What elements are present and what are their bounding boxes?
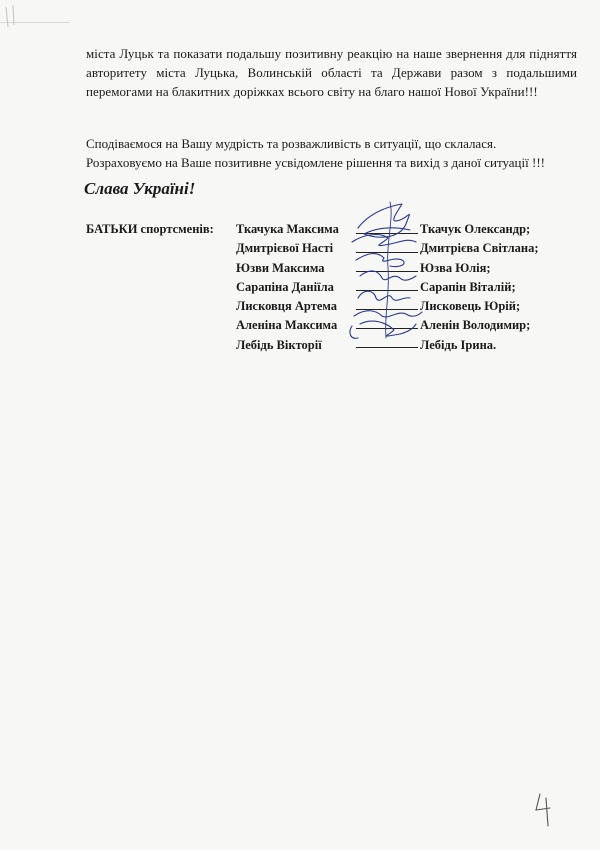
children-column	[236, 220, 339, 355]
parent-name: Дмитрієва Світлана;	[420, 241, 539, 256]
child-name: Лисковця Артема	[236, 299, 338, 314]
child-name: Лебідь Вікторії	[236, 337, 322, 352]
parent-name: Аленін Володимир;	[420, 318, 531, 333]
body-paragraph-2-line-2: Розраховуємо на Ваше позитивне усвідомлене рішення та вихід з даної ситуації !!!	[86, 155, 545, 170]
signature-6	[354, 311, 422, 317]
signatories-lead: БАТЬКИ спортсменів:	[86, 222, 214, 236]
body-paragraph-2-line-1	[86, 134, 577, 153]
child-name: Дмитрієвої Насті	[236, 241, 334, 256]
parent-name: Юзва Юлія;	[420, 260, 491, 275]
scan-artifact-mark	[0, 1, 40, 31]
parent-name: Ткачук Олександр;	[420, 222, 531, 236]
signature-7	[350, 321, 416, 338]
handwritten-page-number	[530, 790, 560, 830]
parent-name: Лебідь Ірина.	[420, 337, 497, 352]
body-paragraph-1: міста Луцьк та показати подальшу позитивну реакцію на наше звернення для підняття авторитету міста Луцька, Волинській області та Держави разом з подальшими перемогами на блакитних доріжках всього світу на благо нашої Нової України!!!	[86, 46, 577, 99]
signature-5	[358, 291, 410, 300]
handwritten-signatures	[330, 198, 440, 358]
signature-3	[356, 254, 404, 267]
child-name: Ткачука Максима	[236, 222, 339, 236]
body-paragraph-2	[86, 134, 577, 172]
child-name: Сарапіна Даніїла	[236, 279, 334, 294]
parent-name: Лисковець Юрій;	[420, 299, 521, 314]
signature-1	[358, 204, 410, 237]
scan-artifact	[0, 22, 70, 41]
child-name: Аленіна Максима	[236, 318, 338, 333]
parent-name: Сарапін Віталій;	[420, 279, 516, 294]
signature-2	[352, 235, 416, 246]
child-name: Юзви Максима	[236, 260, 325, 275]
closing-slogan: Слава Україні!	[84, 179, 196, 198]
hope-sentence: Сподіваємося на Вашу мудрість та розважливість в ситуації, що склалася.	[86, 136, 497, 151]
signature-flourish	[386, 202, 392, 338]
